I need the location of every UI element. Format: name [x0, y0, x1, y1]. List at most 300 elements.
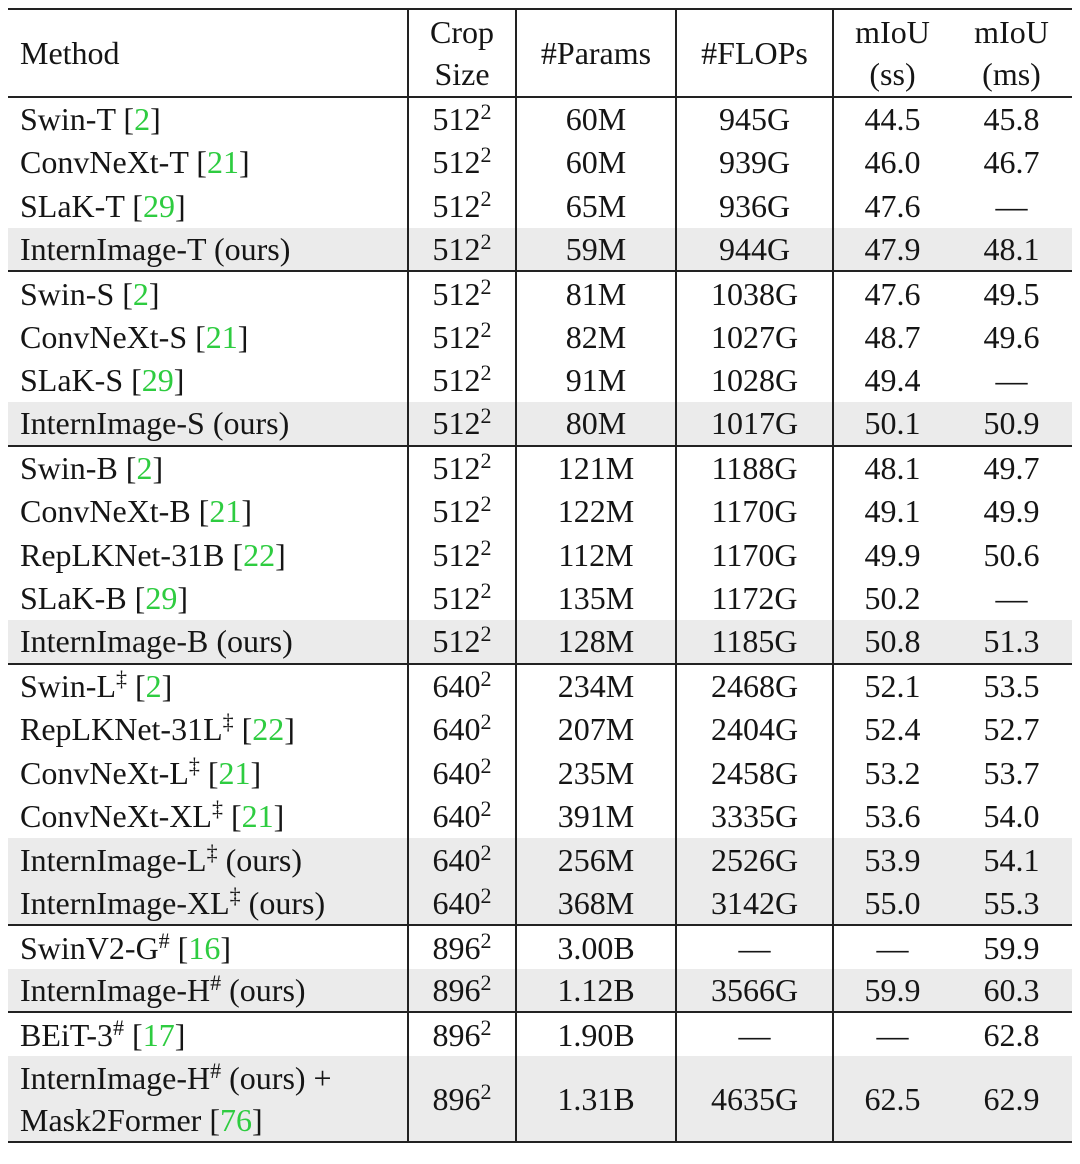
- miou-ss-cell: 46.0: [864, 144, 921, 181]
- table-row: [8, 795, 1072, 839]
- citation-ref: 21: [205, 318, 238, 355]
- method-cell: [8, 489, 408, 533]
- miou-ms-cell: 50.9: [951, 402, 1072, 446]
- crop-size-cell: [408, 271, 516, 315]
- flops-cell: 945G: [676, 97, 833, 141]
- crop-size-cell: [408, 446, 516, 490]
- method-cell: [8, 882, 408, 926]
- flops-cell: 3566G: [676, 969, 833, 1013]
- miou-ss-cell: 52.4: [864, 711, 921, 748]
- flops-cell: 1185G: [676, 620, 833, 664]
- method-marker: #: [158, 927, 170, 953]
- flops-cell: 2468G: [676, 664, 833, 708]
- params-cell: 1.31B: [516, 1056, 676, 1142]
- method-name: SLaK-B: [20, 580, 127, 617]
- crop-size-base: 640: [432, 841, 481, 878]
- method-marker: ‡: [222, 709, 234, 735]
- crop-size-exponent: 2: [480, 360, 492, 386]
- crop-size-exponent: 2: [480, 316, 492, 342]
- method-cell: [8, 402, 408, 446]
- crop-size-cell: [408, 1056, 516, 1142]
- flops-cell: 2526G: [676, 838, 833, 882]
- flops-cell: 1170G: [676, 533, 833, 577]
- flops-cell: 1188G: [676, 446, 833, 490]
- method-name: BEiT-3: [20, 1016, 114, 1053]
- miou-ms-cell: 49.6: [983, 318, 1040, 355]
- method-line: [20, 970, 407, 1010]
- flops-cell: 2458G: [676, 751, 833, 795]
- citation-ref: 21: [241, 798, 274, 835]
- table-row: [8, 1056, 1072, 1142]
- params-cell: 235M: [516, 751, 676, 795]
- method-name: SLaK-T: [20, 187, 125, 224]
- params-cell: 81M: [516, 271, 676, 315]
- method-cell: [8, 315, 408, 359]
- crop-size-cell: [408, 141, 516, 185]
- method-suffix: (ours): [225, 841, 302, 878]
- miou-ms-cell: 45.8: [983, 101, 1040, 138]
- method-cell: [8, 1012, 408, 1056]
- method-suffix: (ours): [216, 623, 293, 660]
- method-line: Swin-T [2]: [20, 101, 161, 138]
- crop-size-cell: [408, 315, 516, 359]
- crop-size-cell: [408, 969, 516, 1013]
- method-line: Swin-L‡ [2]: [20, 666, 173, 705]
- flops-cell: —: [676, 1012, 833, 1056]
- crop-size-exponent: 2: [480, 882, 492, 908]
- method-name: ConvNeXt-B: [20, 493, 191, 530]
- crop-size-base: 512: [432, 101, 481, 138]
- miou-ms-cell: —: [995, 187, 1028, 224]
- method-name: ConvNeXt-T: [20, 144, 189, 181]
- flops-cell: 936G: [676, 184, 833, 228]
- method-marker: #: [113, 1014, 125, 1040]
- method-cell: [8, 925, 408, 969]
- params-cell: 112M: [516, 533, 676, 577]
- header-row: [8, 9, 1072, 97]
- header-miou-ss-line2: (ss): [869, 56, 916, 92]
- table-body: [8, 97, 1072, 1142]
- flops-cell: 1170G: [676, 489, 833, 533]
- method-line: SLaK-S [29]: [20, 362, 185, 399]
- miou-ss-cell: 50.1: [833, 402, 951, 446]
- method-name: ConvNeXt-XL: [20, 798, 212, 835]
- crop-size-exponent: 2: [480, 927, 492, 953]
- segmentation-results-table: [8, 8, 1072, 1143]
- table-row: [8, 1012, 1072, 1056]
- citation-ref: 29: [141, 362, 174, 399]
- method-name: InternImage-H: [20, 972, 211, 1009]
- crop-size-exponent: 2: [480, 448, 492, 474]
- header-method: Method: [8, 9, 408, 97]
- crop-size-exponent: 2: [480, 403, 492, 429]
- citation-ref: 22: [243, 536, 276, 573]
- citation-ref: 22: [252, 711, 285, 748]
- miou-ms-cell: 62.8: [951, 1012, 1072, 1056]
- method-cell: [8, 1056, 408, 1142]
- crop-size-cell: [408, 1012, 516, 1056]
- method-line: Swin-B [2]: [20, 450, 164, 487]
- crop-size-base: 640: [432, 798, 481, 835]
- table-row: [8, 315, 1072, 359]
- params-cell: 1.12B: [516, 969, 676, 1013]
- method-line: SwinV2-G# [16]: [20, 927, 231, 966]
- method-line: SLaK-T [29]: [20, 187, 186, 224]
- method-suffix: (ours): [213, 231, 291, 268]
- method-name-2: Mask2Former: [20, 1101, 202, 1138]
- method-line-2: Mask2Former [76]: [20, 1101, 263, 1138]
- method-cell: [8, 141, 408, 185]
- table-row: [8, 925, 1072, 969]
- method-name: InternImage-H: [20, 1059, 211, 1096]
- table-row: [8, 446, 1072, 490]
- crop-size-exponent: 2: [480, 534, 492, 560]
- crop-size-exponent: 2: [480, 491, 492, 517]
- method-name: Swin-B: [20, 450, 118, 487]
- method-line: ConvNeXt-L‡ [21]: [20, 752, 262, 791]
- header-miou-ms-line2: (ms): [982, 56, 1041, 92]
- crop-size-cell: [408, 577, 516, 621]
- params-cell: 391M: [516, 795, 676, 839]
- method-cell: [8, 838, 408, 882]
- params-cell: 91M: [516, 359, 676, 403]
- citation-ref: 2: [132, 275, 149, 312]
- citation-ref: 21: [206, 144, 239, 181]
- crop-size-exponent: 2: [480, 142, 492, 168]
- flops-cell: 3142G: [676, 882, 833, 926]
- method-name: Swin-L: [20, 668, 116, 705]
- crop-size-exponent: 2: [480, 99, 492, 125]
- table-row: [8, 751, 1072, 795]
- crop-size-cell: [408, 707, 516, 751]
- params-cell: 60M: [516, 97, 676, 141]
- crop-size-cell: [408, 97, 516, 141]
- miou-ss-cell: 47.6: [864, 187, 921, 224]
- table-row: [8, 489, 1072, 533]
- flops-cell: 1017G: [676, 402, 833, 446]
- crop-size-base: 512: [432, 405, 481, 442]
- table-row: [8, 228, 1072, 272]
- miou-ss-cell: 62.5: [833, 1056, 951, 1142]
- method-name: ConvNeXt-L: [20, 754, 189, 791]
- method-cell: [8, 969, 408, 1013]
- crop-size-exponent: 2: [480, 839, 492, 865]
- params-cell: 256M: [516, 838, 676, 882]
- crop-size-cell: [408, 795, 516, 839]
- params-cell: 122M: [516, 489, 676, 533]
- table-row: [8, 97, 1072, 141]
- method-cell: [8, 795, 408, 839]
- method-line: [20, 229, 407, 269]
- miou-ss-cell: 48.7: [864, 318, 921, 355]
- header-miou-ss-line1: mIoU: [855, 14, 930, 50]
- crop-size-cell: [408, 664, 516, 708]
- crop-size-base: 512: [432, 231, 481, 268]
- crop-size-base: 512: [432, 275, 481, 312]
- table-row: [8, 141, 1072, 185]
- table-row: [8, 969, 1072, 1013]
- method-name: Swin-S: [20, 275, 115, 312]
- table-header: [8, 9, 1072, 97]
- method-line: [20, 1057, 407, 1099]
- method-name: SwinV2-G: [20, 929, 159, 966]
- flops-cell: 1172G: [676, 577, 833, 621]
- crop-size-base: 512: [432, 493, 481, 530]
- crop-size-base: 512: [432, 580, 481, 617]
- table-row: [8, 184, 1072, 228]
- method-marker: ‡: [116, 666, 127, 692]
- miou-ms-cell: 48.1: [951, 228, 1072, 272]
- method-name: InternImage-XL: [20, 884, 230, 921]
- miou-ms-cell: 49.7: [951, 446, 1072, 490]
- method-line: Swin-S [2]: [20, 275, 160, 312]
- crop-size-base: 512: [432, 450, 481, 487]
- miou-ss-cell: 49.9: [864, 536, 921, 573]
- miou-ss-cell: 50.8: [833, 620, 951, 664]
- miou-ms-cell: 55.3: [951, 882, 1072, 926]
- method-suffix: (ours) +: [229, 1059, 332, 1096]
- flops-cell: 944G: [676, 228, 833, 272]
- crop-size-base: 896: [432, 1016, 481, 1053]
- crop-size-base: 640: [432, 754, 481, 791]
- method-marker: #: [210, 1057, 222, 1083]
- citation-ref: 2: [136, 450, 153, 487]
- table-row: [8, 707, 1072, 751]
- table-row: [8, 620, 1072, 664]
- method-cell: [8, 533, 408, 577]
- method-marker: ‡: [229, 882, 241, 908]
- miou-ss-cell: 47.9: [833, 228, 951, 272]
- crop-size-exponent: 2: [480, 1014, 492, 1040]
- method-cell: [8, 228, 408, 272]
- params-cell: 128M: [516, 620, 676, 664]
- flops-cell: —: [676, 925, 833, 969]
- citation-ref: 29: [145, 580, 178, 617]
- method-line: ConvNeXt-B [21]: [20, 493, 252, 530]
- crop-size-base: 640: [432, 884, 481, 921]
- method-line: [20, 883, 407, 923]
- header-crop-line2: Size: [434, 56, 490, 92]
- miou-ms-cell: 46.7: [983, 144, 1040, 181]
- method-cell: [8, 446, 408, 490]
- miou-ms-cell: 54.1: [951, 838, 1072, 882]
- miou-ms-cell: 53.7: [983, 754, 1040, 791]
- method-cell: [8, 184, 408, 228]
- miou-ms-cell: 59.9: [951, 925, 1072, 969]
- method-line: [20, 840, 407, 880]
- miou-ms-cell: 50.6: [983, 536, 1040, 573]
- method-name: InternImage-T: [20, 231, 206, 268]
- header-flops: #FLOPs: [676, 9, 833, 97]
- crop-size-cell: [408, 228, 516, 272]
- params-cell: 65M: [516, 184, 676, 228]
- method-cell: [8, 707, 408, 751]
- method-line: SLaK-B [29]: [20, 580, 188, 617]
- crop-size-base: 896: [432, 929, 481, 966]
- citation-ref: 21: [209, 493, 242, 530]
- flops-cell: 1038G: [676, 271, 833, 315]
- miou-ss-cell: 59.9: [833, 969, 951, 1013]
- miou-ms-cell: 62.9: [951, 1056, 1072, 1142]
- miou-ms-cell: 60.3: [951, 969, 1072, 1013]
- crop-size-cell: [408, 359, 516, 403]
- method-name: InternImage-S: [20, 405, 205, 442]
- crop-size-exponent: 2: [480, 666, 492, 692]
- crop-size-cell: [408, 925, 516, 969]
- params-cell: 80M: [516, 402, 676, 446]
- miou-ss-cell: 50.2: [864, 580, 921, 617]
- header-crop-line1: Crop: [430, 14, 494, 50]
- method-name: InternImage-B: [20, 623, 209, 660]
- crop-size-exponent: 2: [480, 970, 492, 996]
- params-cell: 3.00B: [516, 925, 676, 969]
- method-marker: ‡: [211, 796, 223, 822]
- header-miou-ss: [833, 9, 951, 97]
- crop-size-cell: [408, 838, 516, 882]
- method-cell: [8, 271, 408, 315]
- method-suffix: (ours): [212, 405, 290, 442]
- miou-ms-cell: —: [995, 362, 1028, 399]
- miou-ms-cell: 52.7: [983, 711, 1040, 748]
- miou-ss-cell: 55.0: [833, 882, 951, 926]
- miou-ss-cell: 49.1: [864, 493, 921, 530]
- miou-ss-cell: —: [833, 925, 951, 969]
- table-row: [8, 577, 1072, 621]
- crop-size-cell: [408, 620, 516, 664]
- miou-ss-cell: 53.2: [864, 754, 921, 791]
- miou-ms-cell: —: [995, 580, 1028, 617]
- crop-size-cell: [408, 489, 516, 533]
- params-cell: 82M: [516, 315, 676, 359]
- method-name: RepLKNet-31B: [20, 536, 225, 573]
- method-cell: [8, 577, 408, 621]
- header-miou-ms: [951, 9, 1072, 97]
- method-marker: #: [210, 970, 222, 996]
- miou-ss-cell: 53.6: [864, 798, 921, 835]
- citation-ref: 2: [145, 668, 162, 705]
- miou-ss-cell: 49.4: [864, 362, 921, 399]
- crop-size-base: 512: [432, 362, 481, 399]
- miou-ms-cell: 53.5: [951, 664, 1072, 708]
- method-line: ConvNeXt-XL‡ [21]: [20, 796, 285, 835]
- crop-size-cell: [408, 882, 516, 926]
- citation-ref: 29: [142, 187, 175, 224]
- table-row: [8, 359, 1072, 403]
- miou-ms-cell: 49.5: [951, 271, 1072, 315]
- method-line: ConvNeXt-S [21]: [20, 318, 249, 355]
- crop-size-exponent: 2: [480, 1078, 492, 1104]
- citation-ref: 76: [219, 1101, 252, 1138]
- crop-size-base: 896: [432, 972, 481, 1009]
- crop-size-base: 512: [432, 187, 481, 224]
- table-row: [8, 882, 1072, 926]
- crop-size-exponent: 2: [480, 752, 492, 778]
- crop-size-exponent: 2: [480, 273, 492, 299]
- method-marker: ‡: [188, 752, 200, 778]
- crop-size-exponent: 2: [480, 229, 492, 255]
- crop-size-exponent: 2: [480, 185, 492, 211]
- citation-ref: 16: [188, 929, 221, 966]
- miou-ss-cell: 52.1: [833, 664, 951, 708]
- method-suffix: (ours): [248, 884, 326, 921]
- crop-size-base: 512: [432, 623, 481, 660]
- crop-size-base: 512: [432, 536, 481, 573]
- table-row: [8, 533, 1072, 577]
- method-name: Swin-T: [20, 101, 116, 138]
- params-cell: 1.90B: [516, 1012, 676, 1056]
- flops-cell: 3335G: [676, 795, 833, 839]
- flops-cell: 939G: [676, 141, 833, 185]
- method-suffix: (ours): [229, 972, 306, 1009]
- crop-size-cell: [408, 402, 516, 446]
- crop-size-exponent: 2: [480, 578, 492, 604]
- table-row: [8, 664, 1072, 708]
- miou-ss-cell: 47.6: [833, 271, 951, 315]
- method-line: BEiT-3# [17]: [20, 1014, 186, 1053]
- method-line: RepLKNet-31L‡ [22]: [20, 709, 295, 748]
- miou-ss-cell: 48.1: [833, 446, 951, 490]
- method-cell: [8, 751, 408, 795]
- citation-ref: 21: [218, 754, 251, 791]
- params-cell: 135M: [516, 577, 676, 621]
- crop-size-base: 512: [432, 144, 481, 181]
- citation-ref: 17: [142, 1016, 175, 1053]
- flops-cell: 1028G: [676, 359, 833, 403]
- crop-size-base: 640: [432, 668, 481, 705]
- method-marker: ‡: [206, 839, 218, 865]
- crop-size-base: 512: [432, 318, 481, 355]
- miou-ms-cell: 51.3: [951, 620, 1072, 664]
- method-cell: [8, 664, 408, 708]
- crop-size-base: 640: [432, 711, 481, 748]
- crop-size-cell: [408, 184, 516, 228]
- method-line: [20, 403, 407, 443]
- header-miou-ms-line1: mIoU: [974, 14, 1049, 50]
- method-line: RepLKNet-31B [22]: [20, 536, 286, 573]
- method-name: ConvNeXt-S: [20, 318, 188, 355]
- method-name: InternImage-L: [20, 841, 207, 878]
- params-cell: 59M: [516, 228, 676, 272]
- flops-cell: 2404G: [676, 707, 833, 751]
- crop-size-exponent: 2: [480, 709, 492, 735]
- params-cell: 60M: [516, 141, 676, 185]
- miou-ms-cell: 54.0: [983, 798, 1040, 835]
- miou-ss-cell: 53.9: [833, 838, 951, 882]
- header-params: #Params: [516, 9, 676, 97]
- method-line: ConvNeXt-T [21]: [20, 144, 250, 181]
- table-row: [8, 402, 1072, 446]
- method-name: RepLKNet-31L: [20, 711, 223, 748]
- params-cell: 207M: [516, 707, 676, 751]
- method-cell: [8, 97, 408, 141]
- flops-cell: 4635G: [676, 1056, 833, 1142]
- method-name: SLaK-S: [20, 362, 124, 399]
- crop-size-base: 896: [432, 1080, 481, 1117]
- method-cell: [8, 359, 408, 403]
- method-cell: [8, 620, 408, 664]
- table-row: [8, 838, 1072, 882]
- crop-size-exponent: 2: [480, 621, 492, 647]
- flops-cell: 1027G: [676, 315, 833, 359]
- miou-ss-cell: —: [833, 1012, 951, 1056]
- header-crop-size: [408, 9, 516, 97]
- params-cell: 121M: [516, 446, 676, 490]
- crop-size-exponent: 2: [480, 796, 492, 822]
- crop-size-cell: [408, 533, 516, 577]
- citation-ref: 2: [134, 101, 151, 138]
- params-cell: 234M: [516, 664, 676, 708]
- params-cell: 368M: [516, 882, 676, 926]
